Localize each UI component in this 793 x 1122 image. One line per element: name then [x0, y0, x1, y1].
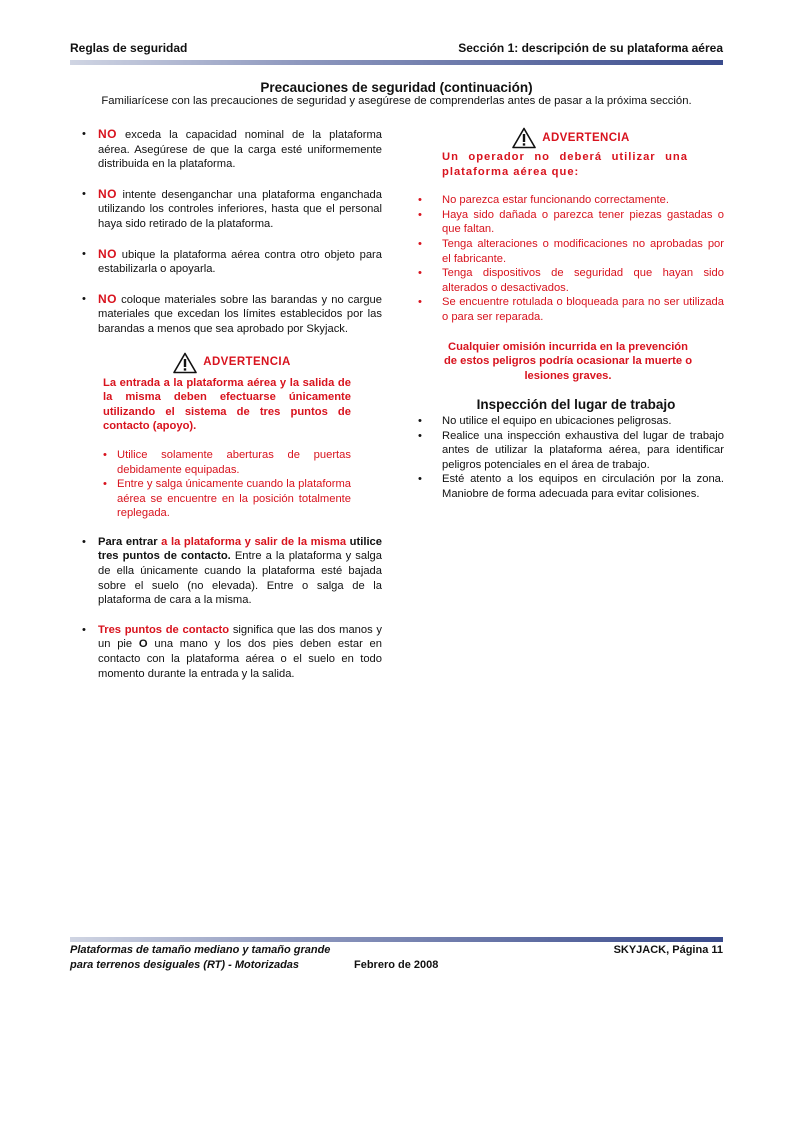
page-number: SKYJACK, Página 11	[613, 944, 723, 956]
footer-doc-title-line2: para terrenos desiguales (RT) - Motorizadas	[70, 959, 300, 971]
warning-header	[82, 352, 382, 374]
list-item: • No utilice el equipo en ubicaciones peligrosas.	[418, 414, 724, 429]
list-item: • Tenga alteraciones o modificaciones no aprobadas por el fabricante.	[418, 237, 724, 266]
left-column	[82, 127, 382, 681]
warning-text: La entrada a la plataforma aérea y la salida de la misma deben efectuarse únicamente utilizando el sistema de tres puntos de contacto (apoyo).	[103, 376, 351, 433]
list-item: • Entre y salga únicamente cuando la plataforma aérea se encuentre en la posición totalmente replegada.	[103, 477, 351, 521]
list-item: • Tenga dispositivos de seguridad que hayan sido alterados o desactivados.	[418, 266, 724, 295]
warning-label: ADVERTENCIA	[203, 356, 291, 369]
section-heading: Inspección del lugar de trabajo	[476, 397, 676, 413]
warning-closing: Cualquier omisión incurrida en la prevención de estos peligros podría ocasionar la muerte o lesiones graves.	[443, 340, 693, 382]
list-item: • NO intente desenganchar una plataforma enganchada utilizando los controles inferiores, hasta que el personal haya sido retirado de la plataforma.	[82, 187, 382, 232]
footer-doc-title-line1: Plataformas de tamaño mediano y tamaño grande	[70, 944, 331, 956]
list-item: • NO exceda la capacidad nominal de la plataforma aérea. Asegúrese de que la carga esté uniformemente distribuida en la plataforma.	[82, 127, 382, 172]
header-chapter-title: Sección 1: descripción de su plataforma aérea	[458, 41, 723, 55]
list-item: • Realice una inspección exhaustiva del lugar de trabajo antes de utilizar la plataforma aérea, para identificar peligros potenciales en el área de trabajo.	[418, 429, 724, 473]
list-item: • Para entrar a la plataforma y salir de la misma utilice tres puntos de contacto. Entre a la plataforma y salga de ella únicamente cuando la plataforma esté bajada sobre el suelo (no elevada). Entre o salga de la plataforma de cara a la misma.	[82, 535, 382, 608]
list-item: • Esté atento a los equipos en circulación por la zona. Maniobre de forma adecuada para evitar colisiones.	[418, 472, 724, 501]
list-item: • Se encuentre rotulada o bloqueada para no ser utilizada o para ser reparada.	[418, 295, 724, 324]
list-item: • NO ubique la plataforma aérea contra otro objeto para estabilizarla o apoyarla.	[82, 247, 382, 277]
warning-intro: Un operador no deberá utilizar una plataforma aérea que:	[442, 151, 688, 178]
page-subtitle: Familiarícese con las precauciones de seguridad y asegúrese de comprenderlas antes de pasar a la próxima sección.	[101, 95, 692, 107]
warning-list	[418, 193, 724, 324]
right-column	[418, 127, 724, 501]
list-item: • Tres puntos de contacto significa que las dos manos y un pie O una mano y los dos pies deben estar en contacto con la plataforma aérea o el suelo en todo momento durante la entrada y la salida.	[82, 623, 382, 681]
warning-list	[82, 448, 382, 521]
list-item: • Utilice solamente aberturas de puertas debidamente equipadas.	[103, 448, 351, 477]
footer-rule	[70, 937, 723, 942]
warning-header	[418, 127, 724, 149]
list-item: • Haya sido dañada o parezca tener piezas gastadas o que faltan.	[418, 208, 724, 237]
header-section-label: Reglas de seguridad	[70, 41, 188, 55]
footer-date: Febrero de 2008	[354, 959, 439, 971]
section-list	[418, 414, 724, 502]
page-title: Precauciones de seguridad (continuación)	[260, 80, 533, 95]
warning-label: ADVERTENCIA	[542, 131, 630, 144]
list-item: • No parezca estar funcionando correctamente.	[418, 193, 724, 208]
list-item: • NO coloque materiales sobre las barandas y no cargue materiales que excedan los límites establecidos por las barandas a menos que sea aprobado por Skyjack.	[82, 292, 382, 337]
header-rule	[70, 60, 723, 65]
warning-triangle-icon	[173, 352, 197, 374]
warning-triangle-icon	[512, 127, 536, 149]
